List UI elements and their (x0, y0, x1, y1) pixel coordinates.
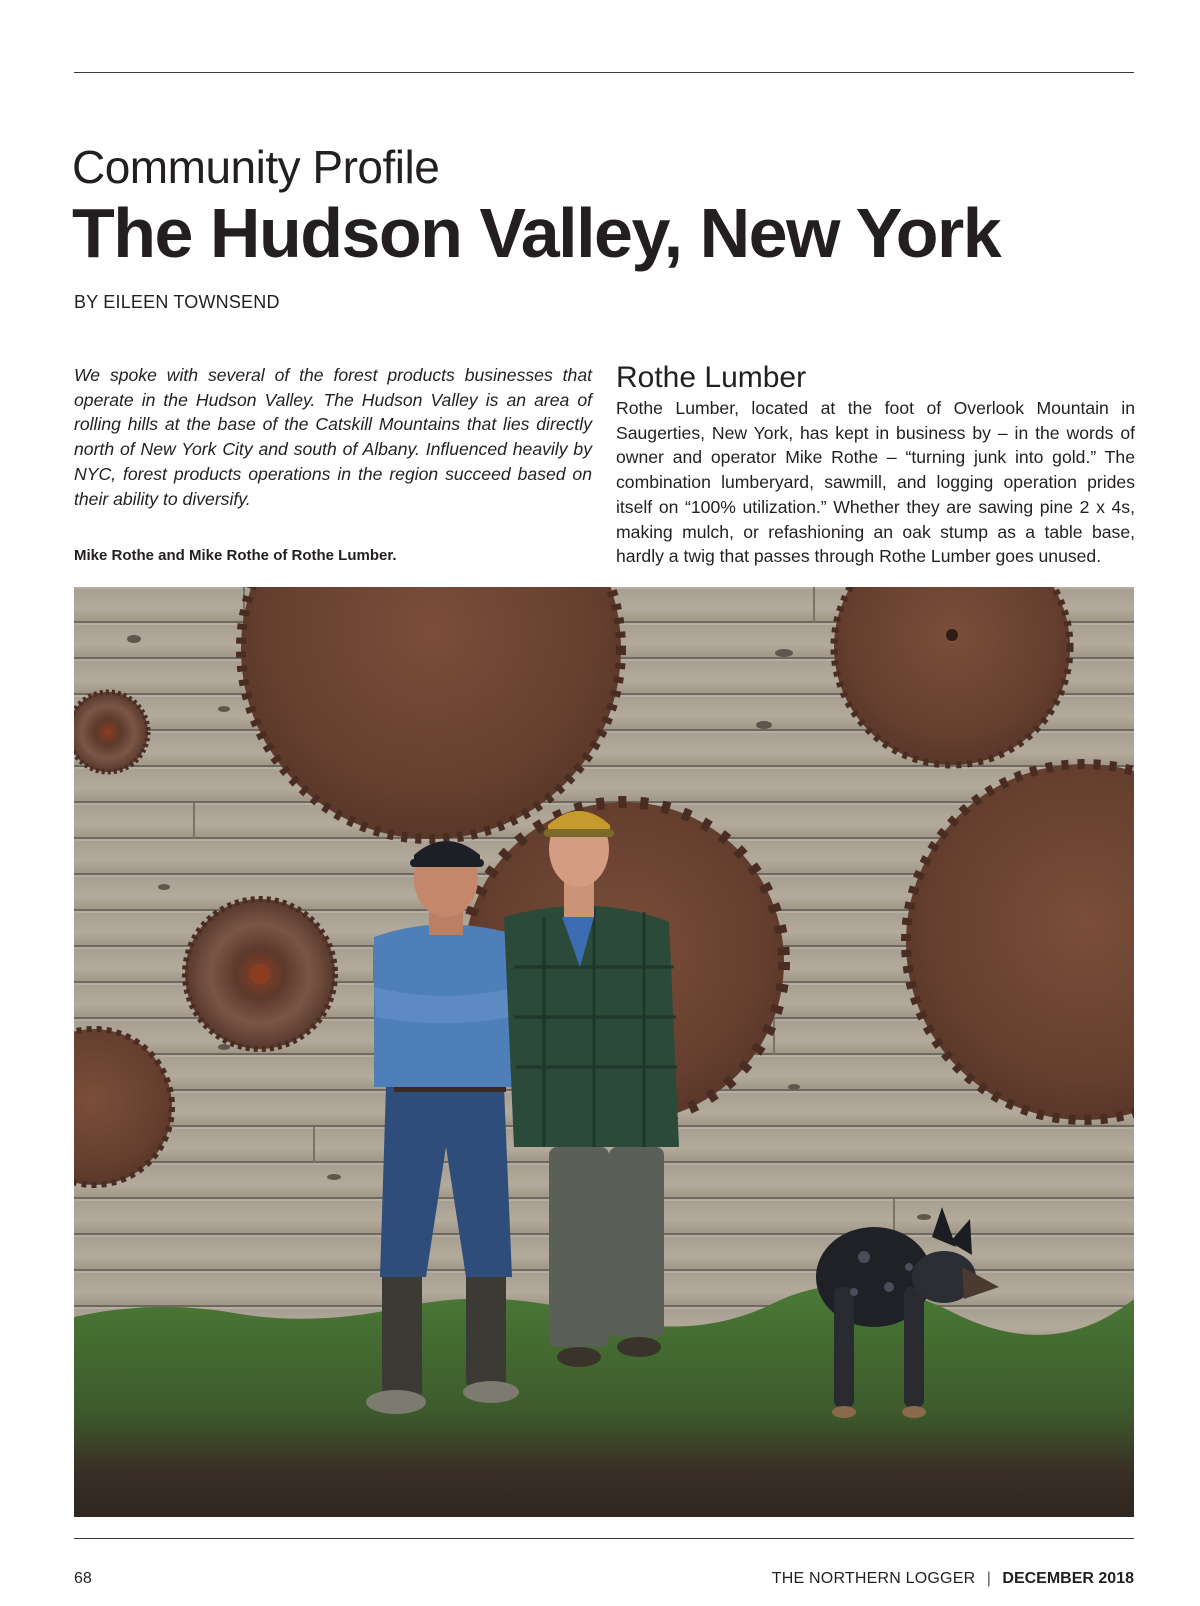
top-rule (74, 72, 1134, 73)
photo-caption: Mike Rothe and Mike Rothe of Rothe Lumber. (74, 547, 397, 564)
running-footer (772, 1570, 1134, 1588)
saw-blade-medium-left (185, 899, 335, 1049)
section-body: Rothe Lumber, located at the foot of Overlook Mountain in Saugerties, New York, has kept in business by – in the words of owner and operator Mike Rothe – “turning junk into gold.” The combination lumberyard, sawmill, and logging operation prides itself on “100% utilization.” Whether they are sawing pine 2 x 4s, making mulch, or refashioning an oak stump as a table base, hardly a twig that passes through Rothe Lumber goes unused. (616, 398, 1135, 567)
page-number: 68 (74, 1570, 92, 1587)
issue-date: DECEMBER 2018 (1002, 1570, 1134, 1587)
footer-separator: | (986, 1570, 991, 1587)
page-title: The Hudson Valley, New York (72, 194, 1001, 272)
publication-name: THE NORTHERN LOGGER (771, 1570, 976, 1587)
section-kicker: Community Profile (72, 141, 440, 193)
intro-paragraph: We spoke with several of the forest products businesses that operate in the Hudson Valley. The Hudson Valley is an area of rolling hills at the base of the Catskill Mountains that lies directly north of New York City and south of Albany. Influenced heavily by NYC, forest products operations in the region succeed based on their ability to diversify. (74, 365, 592, 509)
byline: BY EILEEN TOWNSEND (74, 292, 280, 312)
section-heading: Rothe Lumber (616, 361, 807, 394)
bottom-rule (74, 1538, 1134, 1539)
feature-photo (74, 587, 1134, 1517)
